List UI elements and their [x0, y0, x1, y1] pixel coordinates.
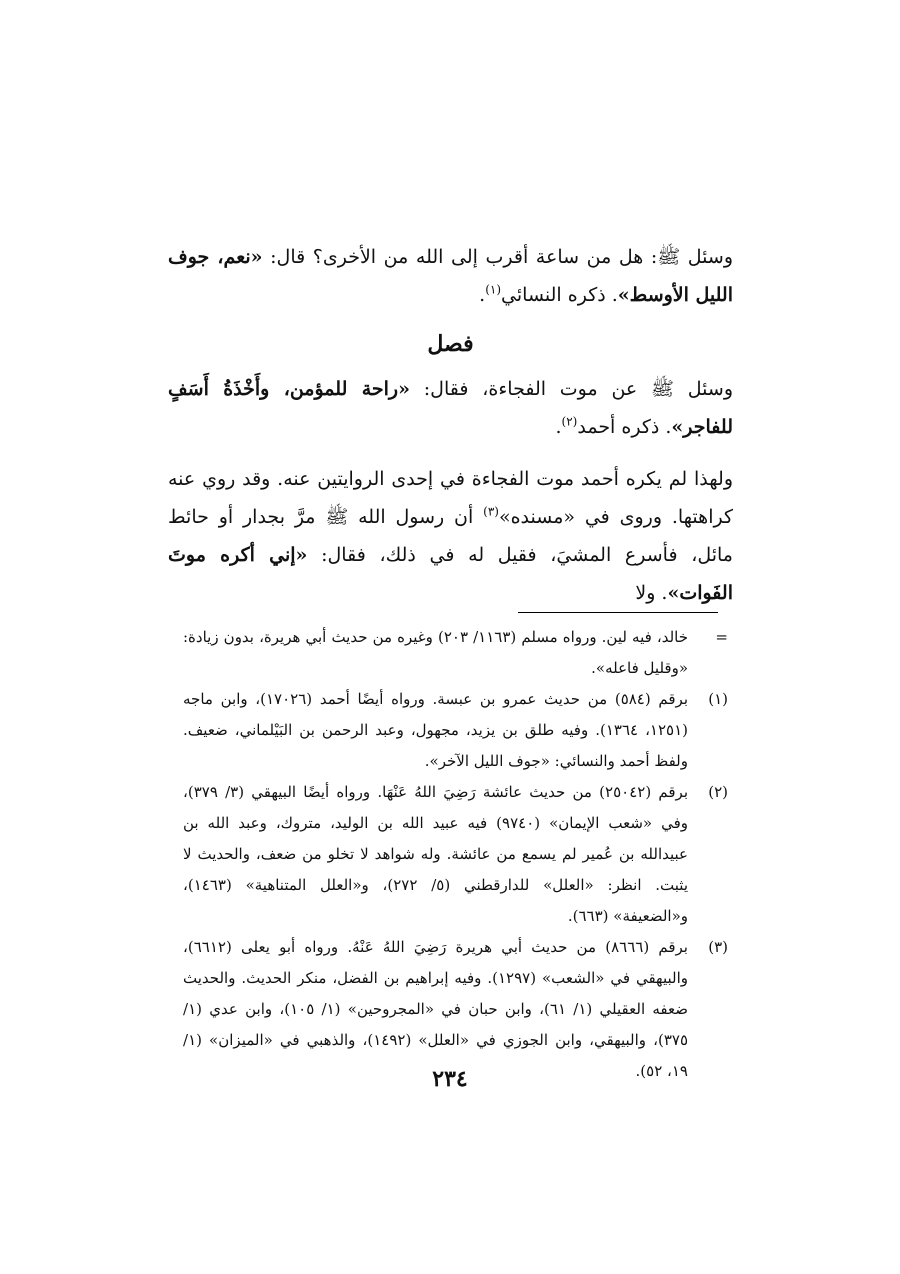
- footnote-mark: =: [715, 628, 728, 646]
- para3-text: ولهذا لم يكره أحمد موت الفجاءة في إحدى الروايتين عنه. وقد روي عنه كراهتها. وروى في «مسنده»: [168, 468, 733, 528]
- footnotes: [183, 622, 728, 1087]
- para3-text-end: . ولا: [635, 582, 668, 604]
- para1-quote: «نعم، جوف الليل الأوسط»: [168, 246, 733, 306]
- footnote-1: [183, 684, 728, 777]
- para2-period: .: [555, 416, 562, 438]
- footnote-ref-3[interactable]: (٣): [483, 504, 499, 519]
- footnote-separator: [518, 612, 718, 613]
- para2-text-end: . ذكره أحمد: [577, 416, 672, 438]
- footnote-text: خالد، فيه لين. ورواه مسلم (١١٦٣/ ٢٠٣) وغيره من حديث أبي هريرة، بدون زيادة: «وقليل فاعله».: [183, 628, 688, 677]
- para1-period: .: [479, 284, 486, 306]
- paragraph-3: [168, 460, 733, 612]
- footnote-text: برقم (٥٨٤) من حديث عمرو بن عبسة. ورواه أيضًا أحمد (١٧٠٢٦)، وابن ماجه (١٢٥١، ١٣٦٤). وفيه طلق بن يزيد، مجهول، وعبد الرحمن بن البَيْلماني، ضعيف. ولفظ أحمد والنسائي: «جوف الليل الآخر».: [183, 690, 689, 770]
- paragraph-1: [168, 238, 733, 314]
- footnote-text: برقم (٨٦٦٦) من حديث أبي هريرة رَضِيَ اللهُ عَنْهُ. ورواه أبو يعلى (٦٦١٢)، والبيهقي في «الشعب» (١٢٩٧). وفيه إبراهيم بن الفضل، منكر الحديث. والحديث ضعفه العقيلي (١/ ٦١)، وابن حبان في «المجروحين» (١/ ١٠٥)، وابن عدي (١/ ٣٧٥)، والبيهقي، وابن الجوزي في «العلل» (١٤٩٢)، والذهبي في «الميزان» (١/ ١٩، ٥٢).: [183, 938, 688, 1080]
- footnote-ref-1[interactable]: (١): [485, 282, 502, 297]
- footnote-ref-2[interactable]: (٢): [561, 414, 578, 429]
- footnote-3: [183, 932, 728, 1087]
- para2-quote: «راحة للمؤمن، وأَخْذَةُ أَسَفٍ للفاجر»: [168, 378, 733, 438]
- footnote-text: برقم (٢٥٠٤٢) من حديث عائشة رَضِيَ اللهُ عَنْهَا. ورواه أيضًا البيهقي (٣/ ٣٧٩)، وفي «شعب الإيمان» (٩٧٤٠) فيه عبيد الله بن الوليد، متروك، وعبد الله بن عبيدالله بن عُمير لم يسمع من عائشة. وله شواهد لا تخلو من ضعف، والحديث لا يثبت. انظر: «العلل» للدارقطني (٥/ ٢٧٢)، و«العلل المتناهية» (١٤٦٣)، و«الضعيفة» (٦٦٣).: [183, 783, 688, 925]
- footnote-2: [183, 777, 728, 932]
- page-number: ٢٣٤: [432, 1066, 468, 1092]
- main-text: [168, 238, 733, 626]
- para3-text-mid: أن رسول الله ﷺ مرَّ بجدار أو حائط مائل، فأسرع المشيَ، فقيل له في ذلك، فقال:: [168, 506, 733, 566]
- para2-text: وسئل ﷺ عن موت الفجاءة، فقال:: [410, 378, 733, 400]
- footnote-continued: [183, 622, 728, 684]
- paragraph-2: [168, 370, 733, 446]
- para3-quote: «إني أكره موتَ الفَوات»: [168, 544, 733, 604]
- footnote-mark: (٣): [708, 938, 728, 956]
- section-heading: فصل: [427, 331, 474, 357]
- para1-text: وسئل ﷺ: هل من ساعة أقرب إلى الله من الأخرى؟ قال:: [262, 246, 733, 268]
- footnote-mark: (٢): [708, 783, 728, 801]
- footnote-mark: (١): [708, 690, 728, 708]
- para1-text-end: . ذكره النسائي: [501, 284, 618, 306]
